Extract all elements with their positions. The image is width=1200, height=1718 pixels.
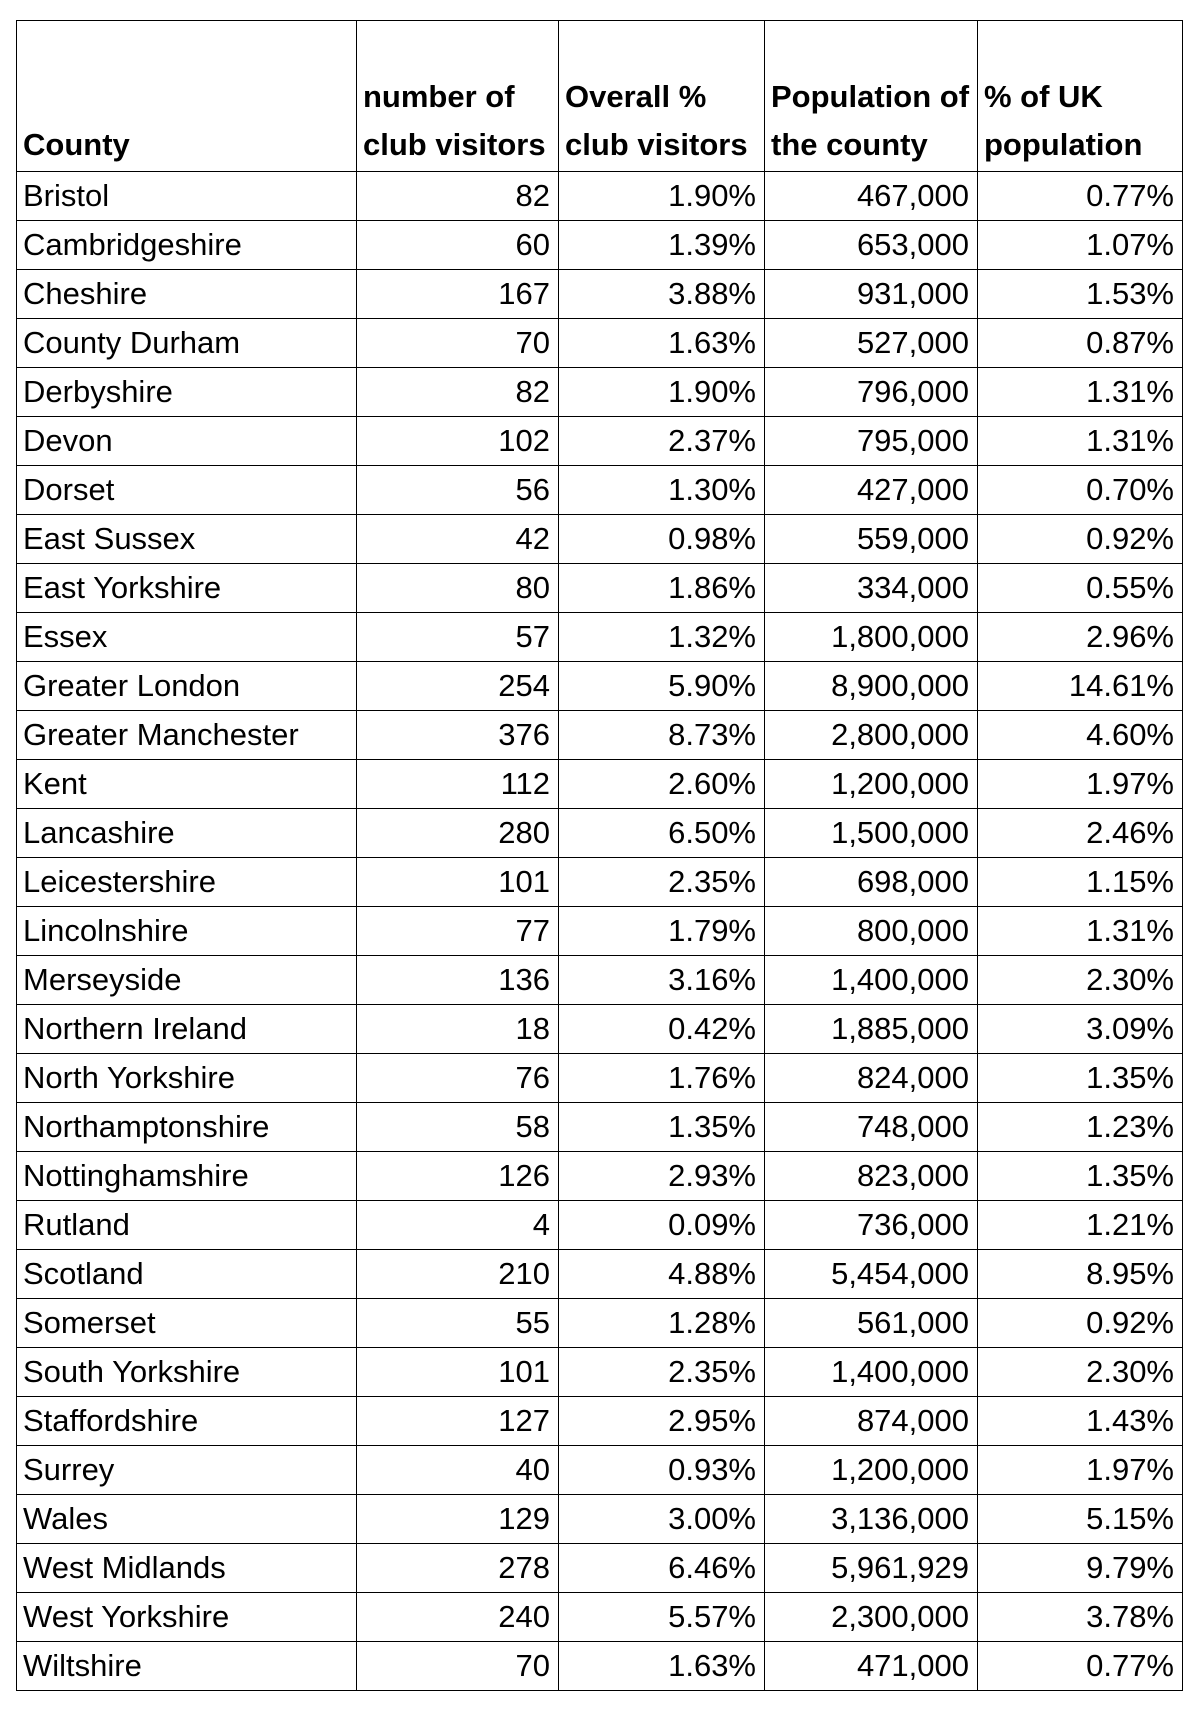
- table-row: [17, 760, 1183, 809]
- cell-club-visitors: 126: [357, 1152, 559, 1201]
- header-county: County: [17, 21, 357, 172]
- cell-overall-percent: 1.35%: [559, 1103, 765, 1152]
- table-row: [17, 368, 1183, 417]
- cell-club-visitors: 167: [357, 270, 559, 319]
- header-uk-percent: % of UK population: [978, 21, 1183, 172]
- table-row: [17, 1103, 1183, 1152]
- cell-population: 427,000: [765, 466, 978, 515]
- cell-club-visitors: 82: [357, 368, 559, 417]
- table-row: [17, 662, 1183, 711]
- cell-uk-percent: 1.31%: [978, 368, 1183, 417]
- cell-club-visitors: 18: [357, 1005, 559, 1054]
- cell-population: 736,000: [765, 1201, 978, 1250]
- cell-uk-percent: 9.79%: [978, 1544, 1183, 1593]
- cell-uk-percent: 1.23%: [978, 1103, 1183, 1152]
- header-overall-percent: Overall % club visitors: [559, 21, 765, 172]
- cell-overall-percent: 1.63%: [559, 1642, 765, 1691]
- cell-uk-percent: 1.31%: [978, 907, 1183, 956]
- cell-uk-percent: 1.21%: [978, 1201, 1183, 1250]
- cell-population: 653,000: [765, 221, 978, 270]
- cell-club-visitors: 55: [357, 1299, 559, 1348]
- cell-overall-percent: 1.90%: [559, 172, 765, 221]
- cell-overall-percent: 0.98%: [559, 515, 765, 564]
- cell-population: 1,200,000: [765, 760, 978, 809]
- cell-county: Greater Manchester: [17, 711, 357, 760]
- cell-county: Bristol: [17, 172, 357, 221]
- cell-county: Lancashire: [17, 809, 357, 858]
- cell-uk-percent: 5.15%: [978, 1495, 1183, 1544]
- table-row: [17, 417, 1183, 466]
- table-row: [17, 1495, 1183, 1544]
- cell-population: 3,136,000: [765, 1495, 978, 1544]
- table-row: [17, 1642, 1183, 1691]
- cell-county: Dorset: [17, 466, 357, 515]
- cell-county: East Yorkshire: [17, 564, 357, 613]
- cell-county: North Yorkshire: [17, 1054, 357, 1103]
- header-row: [17, 21, 1183, 172]
- cell-county: Devon: [17, 417, 357, 466]
- cell-county: Nottinghamshire: [17, 1152, 357, 1201]
- cell-population: 1,200,000: [765, 1446, 978, 1495]
- cell-population: 796,000: [765, 368, 978, 417]
- cell-population: 824,000: [765, 1054, 978, 1103]
- cell-population: 471,000: [765, 1642, 978, 1691]
- cell-uk-percent: 3.09%: [978, 1005, 1183, 1054]
- cell-overall-percent: 1.86%: [559, 564, 765, 613]
- cell-population: 8,900,000: [765, 662, 978, 711]
- cell-county: East Sussex: [17, 515, 357, 564]
- cell-overall-percent: 6.46%: [559, 1544, 765, 1593]
- cell-uk-percent: 1.31%: [978, 417, 1183, 466]
- cell-uk-percent: 0.92%: [978, 515, 1183, 564]
- cell-club-visitors: 4: [357, 1201, 559, 1250]
- cell-uk-percent: 1.35%: [978, 1054, 1183, 1103]
- cell-overall-percent: 1.63%: [559, 319, 765, 368]
- table-row: [17, 1250, 1183, 1299]
- table-row: [17, 1299, 1183, 1348]
- cell-club-visitors: 40: [357, 1446, 559, 1495]
- cell-uk-percent: 14.61%: [978, 662, 1183, 711]
- table-row: [17, 270, 1183, 319]
- cell-county: Lincolnshire: [17, 907, 357, 956]
- cell-county: West Midlands: [17, 1544, 357, 1593]
- cell-population: 874,000: [765, 1397, 978, 1446]
- cell-club-visitors: 102: [357, 417, 559, 466]
- cell-club-visitors: 210: [357, 1250, 559, 1299]
- cell-uk-percent: 2.46%: [978, 809, 1183, 858]
- cell-overall-percent: 2.37%: [559, 417, 765, 466]
- cell-county: Cambridgeshire: [17, 221, 357, 270]
- cell-county: Rutland: [17, 1201, 357, 1250]
- cell-county: Surrey: [17, 1446, 357, 1495]
- cell-uk-percent: 1.97%: [978, 760, 1183, 809]
- county-visitors-table: [16, 20, 1183, 1691]
- table-row: [17, 858, 1183, 907]
- cell-overall-percent: 1.76%: [559, 1054, 765, 1103]
- table-row: [17, 1348, 1183, 1397]
- cell-population: 2,300,000: [765, 1593, 978, 1642]
- cell-overall-percent: 1.39%: [559, 221, 765, 270]
- cell-uk-percent: 0.87%: [978, 319, 1183, 368]
- cell-county: Wiltshire: [17, 1642, 357, 1691]
- header-population: Population of the county: [765, 21, 978, 172]
- cell-club-visitors: 60: [357, 221, 559, 270]
- cell-club-visitors: 58: [357, 1103, 559, 1152]
- cell-overall-percent: 0.93%: [559, 1446, 765, 1495]
- cell-overall-percent: 3.16%: [559, 956, 765, 1005]
- table-row: [17, 172, 1183, 221]
- cell-club-visitors: 76: [357, 1054, 559, 1103]
- cell-population: 334,000: [765, 564, 978, 613]
- table-row: [17, 466, 1183, 515]
- cell-club-visitors: 254: [357, 662, 559, 711]
- cell-uk-percent: 0.55%: [978, 564, 1183, 613]
- cell-overall-percent: 2.35%: [559, 1348, 765, 1397]
- cell-overall-percent: 2.95%: [559, 1397, 765, 1446]
- cell-population: 931,000: [765, 270, 978, 319]
- table-row: [17, 1201, 1183, 1250]
- cell-county: Somerset: [17, 1299, 357, 1348]
- table-header: [17, 21, 1183, 172]
- cell-population: 1,800,000: [765, 613, 978, 662]
- cell-uk-percent: 1.53%: [978, 270, 1183, 319]
- cell-overall-percent: 5.90%: [559, 662, 765, 711]
- cell-club-visitors: 127: [357, 1397, 559, 1446]
- cell-uk-percent: 0.77%: [978, 1642, 1183, 1691]
- cell-population: 1,400,000: [765, 956, 978, 1005]
- cell-county: West Yorkshire: [17, 1593, 357, 1642]
- cell-club-visitors: 240: [357, 1593, 559, 1642]
- cell-county: Leicestershire: [17, 858, 357, 907]
- table-row: [17, 1397, 1183, 1446]
- cell-club-visitors: 56: [357, 466, 559, 515]
- cell-uk-percent: 0.70%: [978, 466, 1183, 515]
- cell-overall-percent: 8.73%: [559, 711, 765, 760]
- cell-uk-percent: 3.78%: [978, 1593, 1183, 1642]
- table-row: [17, 956, 1183, 1005]
- cell-club-visitors: 376: [357, 711, 559, 760]
- cell-county: Staffordshire: [17, 1397, 357, 1446]
- cell-overall-percent: 0.09%: [559, 1201, 765, 1250]
- cell-overall-percent: 2.60%: [559, 760, 765, 809]
- cell-population: 698,000: [765, 858, 978, 907]
- cell-club-visitors: 101: [357, 858, 559, 907]
- cell-county: Essex: [17, 613, 357, 662]
- table-row: [17, 1152, 1183, 1201]
- cell-overall-percent: 4.88%: [559, 1250, 765, 1299]
- cell-club-visitors: 278: [357, 1544, 559, 1593]
- cell-overall-percent: 2.35%: [559, 858, 765, 907]
- cell-uk-percent: 0.92%: [978, 1299, 1183, 1348]
- cell-club-visitors: 136: [357, 956, 559, 1005]
- cell-population: 5,454,000: [765, 1250, 978, 1299]
- cell-overall-percent: 1.30%: [559, 466, 765, 515]
- cell-population: 748,000: [765, 1103, 978, 1152]
- cell-uk-percent: 1.35%: [978, 1152, 1183, 1201]
- cell-club-visitors: 70: [357, 319, 559, 368]
- header-club-visitors: number of club visitors: [357, 21, 559, 172]
- cell-uk-percent: 2.30%: [978, 956, 1183, 1005]
- table-row: [17, 1593, 1183, 1642]
- cell-county: Northern Ireland: [17, 1005, 357, 1054]
- cell-overall-percent: 0.42%: [559, 1005, 765, 1054]
- table-row: [17, 1544, 1183, 1593]
- cell-club-visitors: 80: [357, 564, 559, 613]
- cell-uk-percent: 1.07%: [978, 221, 1183, 270]
- cell-uk-percent: 1.43%: [978, 1397, 1183, 1446]
- cell-population: 561,000: [765, 1299, 978, 1348]
- cell-club-visitors: 57: [357, 613, 559, 662]
- cell-uk-percent: 1.97%: [978, 1446, 1183, 1495]
- cell-overall-percent: 5.57%: [559, 1593, 765, 1642]
- cell-county: Derbyshire: [17, 368, 357, 417]
- cell-county: South Yorkshire: [17, 1348, 357, 1397]
- cell-overall-percent: 6.50%: [559, 809, 765, 858]
- cell-club-visitors: 129: [357, 1495, 559, 1544]
- cell-overall-percent: 1.90%: [559, 368, 765, 417]
- cell-club-visitors: 77: [357, 907, 559, 956]
- cell-county: Scotland: [17, 1250, 357, 1299]
- cell-club-visitors: 112: [357, 760, 559, 809]
- cell-club-visitors: 82: [357, 172, 559, 221]
- cell-county: Greater London: [17, 662, 357, 711]
- cell-population: 795,000: [765, 417, 978, 466]
- cell-club-visitors: 42: [357, 515, 559, 564]
- cell-overall-percent: 1.28%: [559, 1299, 765, 1348]
- table-row: [17, 907, 1183, 956]
- cell-overall-percent: 3.88%: [559, 270, 765, 319]
- cell-county: Cheshire: [17, 270, 357, 319]
- table-row: [17, 613, 1183, 662]
- cell-population: 5,961,929: [765, 1544, 978, 1593]
- cell-club-visitors: 280: [357, 809, 559, 858]
- cell-population: 467,000: [765, 172, 978, 221]
- cell-uk-percent: 2.30%: [978, 1348, 1183, 1397]
- cell-population: 800,000: [765, 907, 978, 956]
- table-row: [17, 1446, 1183, 1495]
- table-row: [17, 1005, 1183, 1054]
- cell-population: 2,800,000: [765, 711, 978, 760]
- cell-population: 1,400,000: [765, 1348, 978, 1397]
- cell-population: 823,000: [765, 1152, 978, 1201]
- table-row: [17, 809, 1183, 858]
- table-row: [17, 319, 1183, 368]
- cell-uk-percent: 8.95%: [978, 1250, 1183, 1299]
- table-row: [17, 1054, 1183, 1103]
- table-row: [17, 564, 1183, 613]
- cell-overall-percent: 3.00%: [559, 1495, 765, 1544]
- cell-uk-percent: 0.77%: [978, 172, 1183, 221]
- cell-county: Merseyside: [17, 956, 357, 1005]
- table-body: [17, 172, 1183, 1691]
- cell-population: 527,000: [765, 319, 978, 368]
- cell-uk-percent: 4.60%: [978, 711, 1183, 760]
- cell-club-visitors: 70: [357, 1642, 559, 1691]
- cell-uk-percent: 2.96%: [978, 613, 1183, 662]
- cell-overall-percent: 2.93%: [559, 1152, 765, 1201]
- table-row: [17, 515, 1183, 564]
- cell-uk-percent: 1.15%: [978, 858, 1183, 907]
- cell-overall-percent: 1.32%: [559, 613, 765, 662]
- cell-county: Northamptonshire: [17, 1103, 357, 1152]
- cell-population: 1,500,000: [765, 809, 978, 858]
- cell-county: Kent: [17, 760, 357, 809]
- table-row: [17, 711, 1183, 760]
- cell-population: 1,885,000: [765, 1005, 978, 1054]
- cell-county: Wales: [17, 1495, 357, 1544]
- cell-overall-percent: 1.79%: [559, 907, 765, 956]
- table-row: [17, 221, 1183, 270]
- cell-club-visitors: 101: [357, 1348, 559, 1397]
- cell-county: County Durham: [17, 319, 357, 368]
- cell-population: 559,000: [765, 515, 978, 564]
